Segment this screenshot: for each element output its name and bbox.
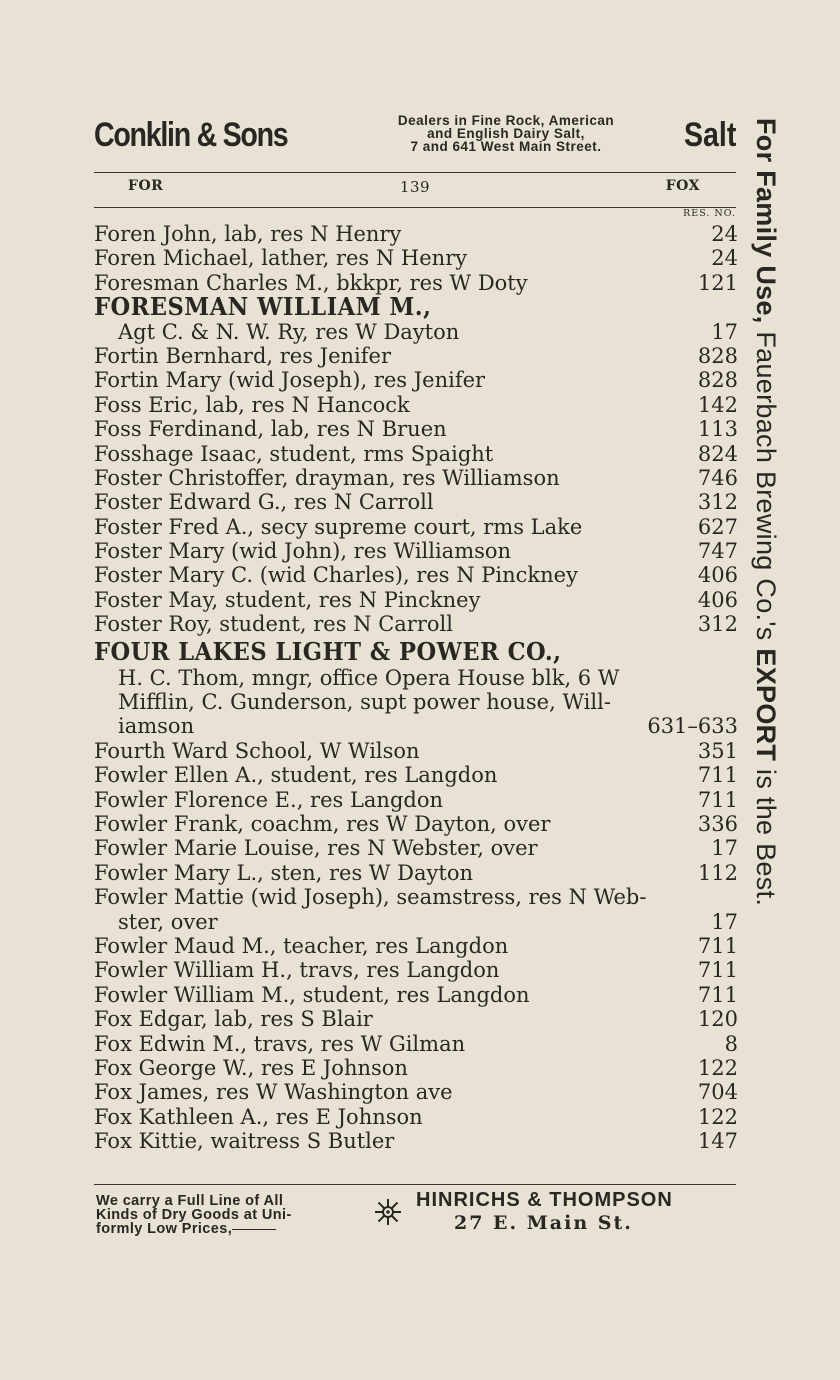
star-ornament-icon (374, 1198, 402, 1226)
entry-name: Fox James, res W Washington ave (94, 1080, 453, 1105)
directory-entry (94, 246, 738, 270)
side-advertisement (750, 118, 781, 906)
directory-entry (94, 1056, 738, 1080)
directory-entry (94, 788, 738, 812)
directory-entry (94, 393, 738, 417)
ad-line-3: 7 and 641 West Main Street. (410, 139, 602, 154)
entry-name: H. C. Thom, mngr, office Opera House blk, 6 W (118, 665, 620, 690)
footer-firm-address: 27 E. Main St. (454, 1212, 633, 1234)
entry-name: FORESMAN WILLIAM M., (94, 292, 432, 322)
directory-entry (94, 1105, 738, 1129)
entry-residence-number: 147 (697, 1129, 738, 1154)
entry-residence-number: 406 (697, 587, 738, 612)
side-ad-part-4: is the Best. (751, 761, 781, 907)
entry-residence-number: 17 (711, 836, 738, 861)
directory-entry (94, 292, 738, 322)
entry-residence-number: 711 (697, 933, 738, 958)
dash-ornament (232, 1229, 276, 1230)
footer-ad-line-3 (96, 1222, 376, 1236)
entry-residence-number: 142 (697, 392, 738, 417)
entry-residence-number: 711 (697, 763, 738, 788)
entry-name: Fowler Florence E., res Langdon (94, 787, 444, 812)
directory-entry (94, 1129, 738, 1153)
entry-name: Foresman Charles M., bkkpr, res W Doty (94, 270, 528, 295)
entry-residence-number: 336 (697, 811, 738, 836)
directory-entry (94, 539, 738, 563)
header-rule (94, 172, 736, 173)
entry-name: Foss Ferdinand, lab, res N Bruen (94, 417, 447, 442)
directory-entry (94, 1032, 738, 1056)
entry-residence-number: 351 (697, 738, 738, 763)
header-advertisement (94, 112, 736, 164)
entry-name: Fox Kathleen A., res E Johnson (94, 1104, 423, 1129)
entry-residence-number: 17 (711, 319, 738, 344)
ad-line-1: Dealers in Fine Rock, American (397, 113, 615, 128)
directory-entry (94, 637, 738, 666)
directory-entry (94, 563, 738, 587)
entry-residence-number: 24 (711, 222, 738, 246)
entry-name: Mifflin, C. Gunderson, supt power house, Will- (118, 690, 611, 715)
directory-listing (94, 222, 738, 1153)
footer-rule (94, 1184, 736, 1185)
entry-residence-number: 704 (697, 1080, 738, 1105)
directory-entry (94, 1007, 738, 1031)
entry-residence-number: 824 (697, 441, 738, 466)
entry-name: Fourth Ward School, W Wilson (94, 738, 420, 763)
directory-entry (94, 612, 738, 636)
entry-name: Fosshage Isaac, student, rms Spaight (94, 441, 494, 466)
directory-entry (94, 466, 738, 490)
entry-residence-number: 711 (697, 982, 738, 1007)
entry-name: ster, over (118, 909, 218, 934)
footer-ad-text (96, 1194, 376, 1236)
entry-residence-number: 122 (697, 1055, 738, 1080)
entry-residence-number: 828 (697, 343, 738, 368)
entry-residence-number: 121 (697, 270, 738, 295)
entry-name: Fowler Mattie (wid Joseph), seamstress, res N Web- (94, 885, 647, 910)
directory-entry (94, 515, 738, 539)
entry-residence-number: 112 (697, 860, 738, 885)
entry-residence-number: 406 (697, 563, 738, 588)
directory-entry (94, 983, 738, 1007)
entry-name: Fowler William M., student, res Langdon (94, 982, 530, 1007)
entry-name: Foren John, lab, res N Henry (94, 222, 402, 246)
advertiser-name: Conklin & Sons (94, 116, 288, 154)
entry-name: iamson (118, 714, 195, 739)
entry-name: Foster Mary C. (wid Charles), res N Pinckney (94, 563, 578, 588)
entry-name: Foster Fred A., secy supreme court, rms Lake (94, 514, 583, 539)
directory-entry (94, 666, 738, 690)
entry-name: Fowler Frank, coachm, res W Dayton, over (94, 811, 551, 836)
entry-name: Foss Eric, lab, res N Hancock (94, 392, 410, 417)
directory-entry (94, 739, 738, 763)
entry-residence-number: 711 (697, 787, 738, 812)
side-ad-part-2: Fauerbach Brewing Co.'s (751, 323, 781, 649)
advertised-product: Salt (683, 116, 736, 154)
entry-name: FOUR LAKES LIGHT & POWER CO., (94, 636, 562, 666)
footer-ad-line-3-text: formly Low Prices, (96, 1221, 233, 1237)
side-ad-part-1: For Family Use, (751, 118, 781, 324)
directory-entry (94, 714, 738, 738)
footer-ad-line-1: We carry a Full Line of All (96, 1193, 284, 1209)
entry-residence-number: 24 (711, 246, 738, 271)
ad-line-2: and English Dairy Salt, (427, 126, 585, 141)
entry-residence-number: 17 (711, 909, 738, 934)
entry-name: Fowler Marie Louise, res N Webster, over (94, 836, 538, 861)
directory-entry (94, 222, 738, 246)
entry-name: Fox Kittie, waitress S Butler (94, 1129, 395, 1154)
last-guide-word: FOX (665, 178, 700, 194)
directory-entry (94, 812, 738, 836)
entry-name: Fortin Mary (wid Joseph), res Jenifer (94, 368, 486, 393)
directory-entry (94, 588, 738, 612)
entry-name: Fox George W., res E Johnson (94, 1055, 408, 1080)
directory-entry (94, 690, 738, 714)
directory-entry (94, 958, 738, 982)
entry-residence-number: 828 (697, 368, 738, 393)
first-guide-word: FOR (128, 178, 164, 194)
running-head (94, 178, 736, 200)
footer-firm-name: HINRICHS & THOMPSON (416, 1189, 673, 1211)
entry-name: Foren Michael, lather, res N Henry (94, 246, 468, 271)
entry-name: Foster Christoffer, drayman, res Williamson (94, 465, 560, 490)
entry-name: Foster Edward G., res N Carroll (94, 490, 434, 515)
entry-residence-number: 746 (697, 465, 738, 490)
entry-residence-number: 8 (724, 1031, 738, 1056)
entry-name: Fowler Maud M., teacher, res Langdon (94, 933, 509, 958)
directory-entry (94, 934, 738, 958)
entry-name: Fowler Mary L., sten, res W Dayton (94, 860, 473, 885)
directory-entry (94, 836, 738, 860)
footer-ad-line-2: Kinds of Dry Goods at Uni- (96, 1207, 292, 1223)
directory-entry (94, 442, 738, 466)
directory-entry (94, 320, 738, 344)
footer-advertisement (94, 1186, 738, 1242)
residence-number-column-label: RES. NO. (683, 208, 736, 219)
page-number: 139 (399, 178, 431, 196)
side-ad-part-3: EXPORT (751, 648, 781, 762)
entry-name: Fox Edgar, lab, res S Blair (94, 1007, 373, 1032)
directory-entry (94, 861, 738, 885)
directory-entry (94, 1080, 738, 1104)
entry-residence-number: 120 (697, 1007, 738, 1032)
advertisement-description (348, 114, 664, 153)
entry-name: Fortin Bernhard, res Jenifer (94, 343, 392, 368)
entry-residence-number: 122 (697, 1104, 738, 1129)
entry-name: Foster Mary (wid John), res Williamson (94, 539, 512, 564)
entry-residence-number: 747 (697, 539, 738, 564)
entry-name: Fox Edwin M., travs, res W Gilman (94, 1031, 466, 1056)
entry-name: Fowler Ellen A., student, res Langdon (94, 763, 498, 788)
entry-residence-number: 113 (697, 417, 738, 442)
directory-entry (94, 910, 738, 934)
entry-residence-number: 312 (697, 612, 738, 637)
running-head-rule (94, 207, 736, 208)
directory-entry (94, 417, 738, 441)
directory-entry (94, 368, 738, 392)
entry-residence-number: 711 (697, 958, 738, 983)
entry-name: Agt C. & N. W. Ry, res W Dayton (118, 319, 460, 344)
entry-name: Fowler William H., travs, res Langdon (94, 958, 500, 983)
directory-entry (94, 490, 738, 514)
entry-name: Foster May, student, res N Pinckney (94, 587, 481, 612)
directory-entry (94, 763, 738, 787)
directory-entry (94, 344, 738, 368)
entry-name: Foster Roy, student, res N Carroll (94, 612, 453, 637)
entry-residence-number: 627 (697, 514, 738, 539)
entry-residence-number: 312 (697, 490, 738, 515)
directory-entry (94, 885, 738, 909)
entry-residence-number: 631–633 (647, 714, 738, 739)
